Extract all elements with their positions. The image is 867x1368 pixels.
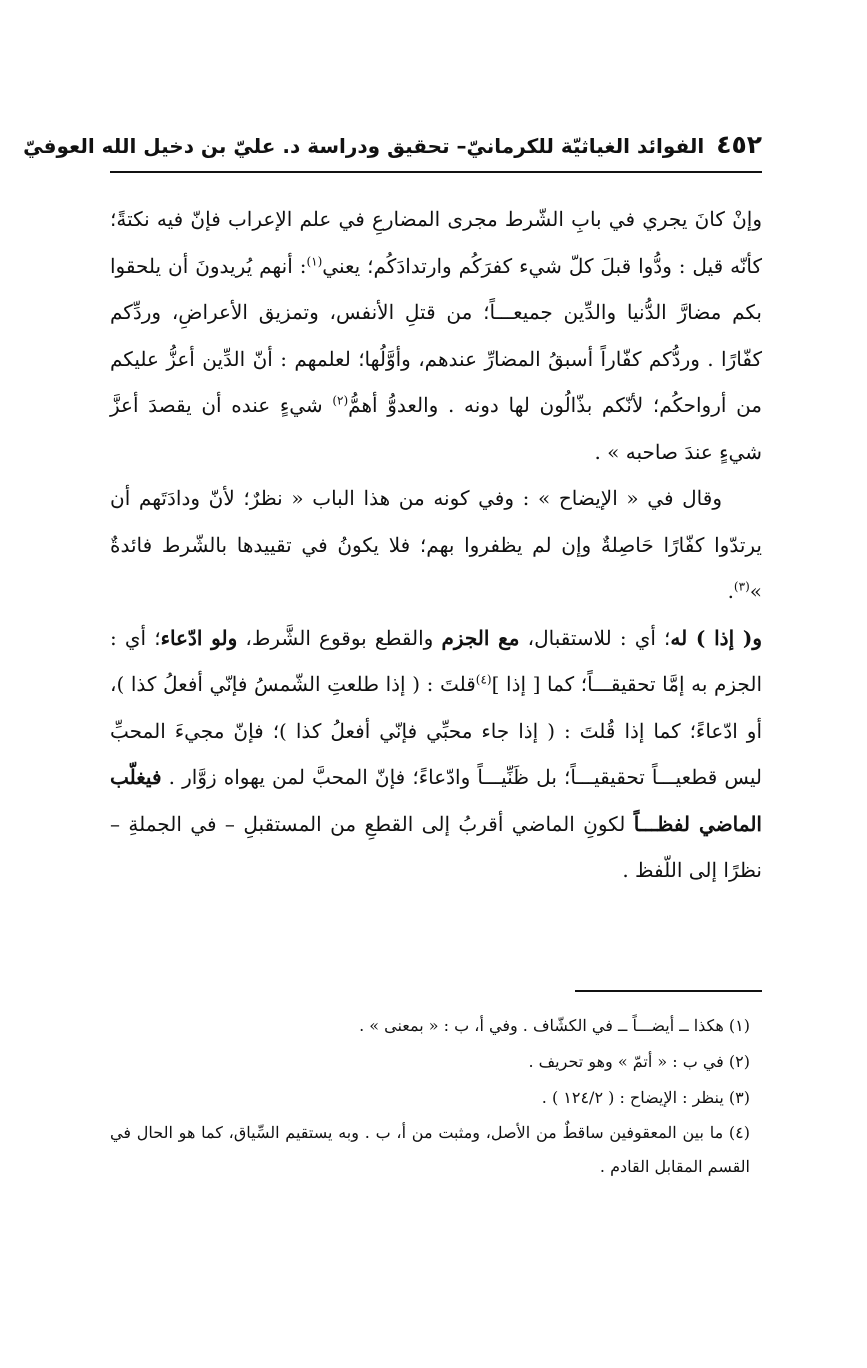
bold-phrase-idha: و( إذا ) له (670, 625, 762, 650)
paragraph-3-text-e: لكونِ الماضي أقربُ إلى القطعِ من المستقبلِ – في الجملةِ – نظرًا إلى اللّفظ . (110, 811, 762, 882)
paragraph-2 (110, 475, 762, 615)
paragraph-1-text-c: شيءٍ عنده أن يقصدَ أعزَّ شيءٍ عندَ صاحبه » . (110, 393, 762, 464)
footnote-ref-3: (٣) (733, 579, 750, 594)
page-number: ٤٥٢ (716, 130, 762, 159)
footnote-3: (٣) ينظر : الإيضاح : ( ١٢٤/٢ ) . (541, 1088, 750, 1107)
running-header (23, 126, 762, 165)
header-title: الفوائد الغياثيّة للكرمانيّ– تحقيق ودراسة د. عليّ بن دخيل الله العوفيّ (23, 134, 705, 158)
paragraph-1-text-b: : أنهم يُريدونَ أن يلحقوا بكم مضارَّ الدُّنيا والدِّين جميعـــاً؛ من قتلِ الأنفس، وتمزيق الأعراضِ، وردِّكم كفّارًا . وردُّكم كفّاراً أسبقُ المضارِّ عندهم، وأوَّلُها؛ لعلمهم : أنّ الدِّين أعزُّ عليكم من أرواحكُم؛ لأنّكم بذّالُون لها دونه . والعدوُّ أهمُّ (110, 253, 763, 417)
paragraph-2-text-a: وقال في « الإيضاح » : وفي كونه من هذا الباب « نظرٌ؛ لأنّ ودادَتَهم أن يرتدّوا كفّارًا حَاصِلةٌ وإن لم يظفروا بهم؛ فلا يكونُ في تقييدها بالشّرط فائدةٌ » (110, 486, 762, 603)
paragraph-3 (110, 615, 762, 894)
footnote-separator (575, 990, 762, 992)
header-rule (110, 171, 762, 173)
bold-phrase-iddia: ولو ادّعاء (160, 625, 238, 650)
main-text (110, 196, 762, 894)
paragraph-3-text-d: قلتَ : ( إذا طلعتِ الشّمسُ فإنّي أفعلُ كذا )، أو ادّعاءً؛ كما إذا قُلتَ : ( إذا جاء محبِّي فإنّي أفعلُ كذا )؛ فإنّ مجيءَ المحبِّ ليس قطعيـــاً تحقيقيـــاً؛ بل ظَنِّيـــاً وادّعاءً؛ فإنّ المحبَّ لمن يهواه زوَّار . (110, 672, 762, 789)
paragraph-1 (110, 196, 762, 475)
footnote-4: (٤) ما بين المعقوفين ساقطٌ من الأصل، ومثبت من أ، ب . وبه يستقيم السِّياق، كما هو الحال في القسم المقابل القادم . (110, 1123, 750, 1176)
footnote-ref-1: (١) (306, 253, 323, 268)
footnote-2: (٢) في ب : « أتمّ » وهو تحريف . (528, 1052, 750, 1071)
bold-phrase-yughallab: فيغلّب الماضي لفظـــاً (110, 765, 762, 836)
footnote-1: (١) هكذا ــ أيضـــاً ــ في الكشّاف . وفي أ، ب : « بمعنى » . (359, 1016, 750, 1035)
paragraph-2-text-b: . (727, 579, 734, 603)
footnotes (110, 1008, 762, 1184)
footnote-ref-4: (٤) (475, 672, 492, 687)
paragraph-3-text-a: ؛ أي : للاستقبال، (519, 625, 671, 650)
bold-phrase-jazm: مع الجزم (441, 625, 520, 650)
paragraph-3-text-b: والقطع بوقوع الشَّرط، (237, 625, 442, 650)
paragraph-3-text-c: ؛ أي : الجزم به إمَّا تحقيقـــاً؛ كما [ إذا ] (110, 625, 762, 696)
footnote-ref-2: (٢) (332, 393, 349, 408)
paragraph-1-text-a: وإنْ كانَ يجري في بابِ الشّرط مجرى المضارعِ في علم الإعراب فإنّ فيه نكتةً؛ كأنّه قيل : ودُّوا قبلَ كلّ شيء كفرَكُم وارتدادَكُم؛ يعني (110, 207, 763, 278)
